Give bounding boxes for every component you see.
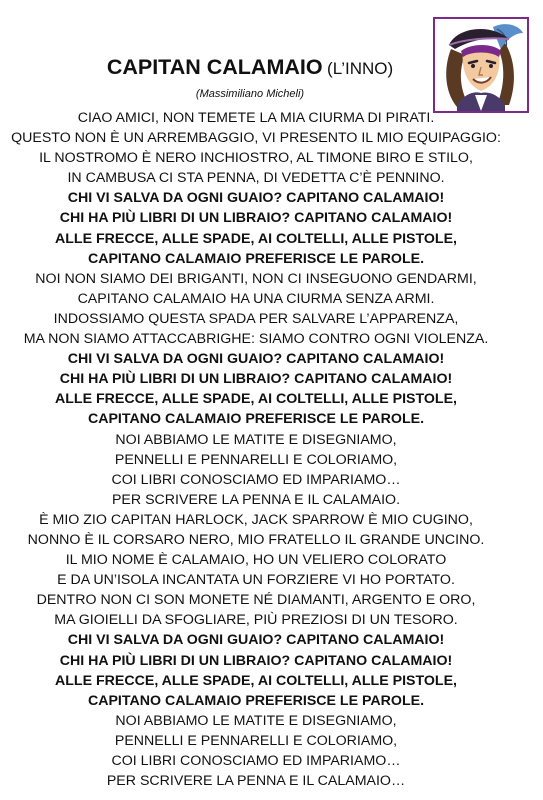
lyric-line: NOI NON SIAMO DEI BRIGANTI, NON CI INSEGUONO GENDARMI, [35,270,477,287]
lyric-line: CAPITANO CALAMAIO HA UNA CIURMA SENZA ARMI. [77,290,435,307]
chorus-line: CHI VI SALVA DA OGNI GUAIO? CAPITANO CALAMAIO! [67,632,445,649]
lyric-line: PENNELLI E PENNARELLI E COLORIAMO, [114,451,398,468]
chorus-line: CHI VI SALVA DA OGNI GUAIO? CAPITANO CALAMAIO! [67,351,445,368]
chorus-line: ALLE FRECCE, ALLE SPADE, AI COLTELLI, ALLE PISTOLE, [55,672,457,689]
song-subtitle: (L’INNO) [327,59,394,78]
chorus-line: CHI HA PIÙ LIBRI DI UN LIBRAIO? CAPITANO CALAMAIO! [59,652,453,669]
chorus-line: CHI HA PIÙ LIBRI DI UN LIBRAIO? CAPITANO CALAMAIO! [59,371,453,388]
lyric-line: PENNELLI E PENNARELLI E COLORIAMO, [114,732,398,749]
lyric-line: IN CAMBUSA CI STA PENNA, DI VEDETTA C’È PENNINO. [67,170,445,187]
title-line [40,54,460,83]
lyric-line: COI LIBRI CONOSCIAMO ED IMPARIAMO… [111,753,401,769]
lyric-line: MA NON SIAMO ATTACCABRIGHE: SIAMO CONTRO OGNI VIOLENZA. [23,331,489,348]
lyric-line: INDOSSIAMO QUESTA SPADA PER SALVARE L’APPARENZA, [53,310,459,327]
lyric-line: NOI ABBIAMO LE MATITE E DISEGNIAMO, [115,431,397,448]
lyric-line: MA GIOIELLI DA SFOGLIARE, PIÙ PREZIOSI DI UN TESORO. [54,612,458,629]
chorus-line: CAPITANO CALAMAIO PREFERISCE LE PAROLE. [87,250,425,267]
lyric-line: CIAO AMICI, NON TEMETE LA MIA CIURMA DI PIRATI. [77,110,435,126]
lyric-line: PER SCRIVERE LA PENNA E IL CALAMAIO… [106,773,406,790]
song-author: (Massimiliano Micheli) [195,88,305,100]
lyric-line: DENTRO NON CI SON MONETE NÉ DIAMANTI, ARGENTO E ORO, [36,592,476,609]
chorus-line: CAPITANO CALAMAIO PREFERISCE LE PAROLE. [87,411,425,428]
chorus-line: ALLE FRECCE, ALLE SPADE, AI COLTELLI, ALLE PISTOLE, [55,230,457,247]
song-title: CAPITAN CALAMAIO [106,55,323,79]
lyric-line: IL MIO NOME È CALAMAIO, HO UN VELIERO COLORATO [65,552,447,569]
chorus-line: CAPITANO CALAMAIO PREFERISCE LE PAROLE. [87,692,425,709]
lyric-line: QUESTO NON È UN ARREMBAGGIO, VI PRESENTO IL MIO EQUIPAGGIO: [11,130,501,147]
chorus-line: CHI VI SALVA DA OGNI GUAIO? CAPITANO CALAMAIO! [67,190,445,207]
lyric-line: IL NOSTROMO È NERO INCHIOSTRO, AL TIMONE BIRO E STILO, [39,150,473,167]
lyric-line: È MIO ZIO CAPITAN HARLOCK, JACK SPARROW È MIO CUGINO, [39,511,473,528]
lyric-line: PER SCRIVERE LA PENNA E IL CALAMAIO. [111,491,401,508]
lyric-line: NOI ABBIAMO LE MATITE E DISEGNIAMO, [115,712,397,729]
lyric-line: NONNO È IL CORSARO NERO, MIO FRATELLO IL GRANDE UNCINO. [27,531,485,548]
song-lyrics [0,108,512,791]
chorus-line: CHI HA PIÙ LIBRI DI UN LIBRAIO? CAPITANO CALAMAIO! [59,210,453,227]
lyric-line: E DA UN’ISOLA INCANTATA UN FORZIERE VI HO PORTATO. [57,572,455,589]
lyric-line: COI LIBRI CONOSCIAMO ED IMPARIAMO… [111,471,401,488]
song-header [40,54,460,102]
chorus-line: ALLE FRECCE, ALLE SPADE, AI COLTELLI, ALLE PISTOLE, [55,391,457,408]
